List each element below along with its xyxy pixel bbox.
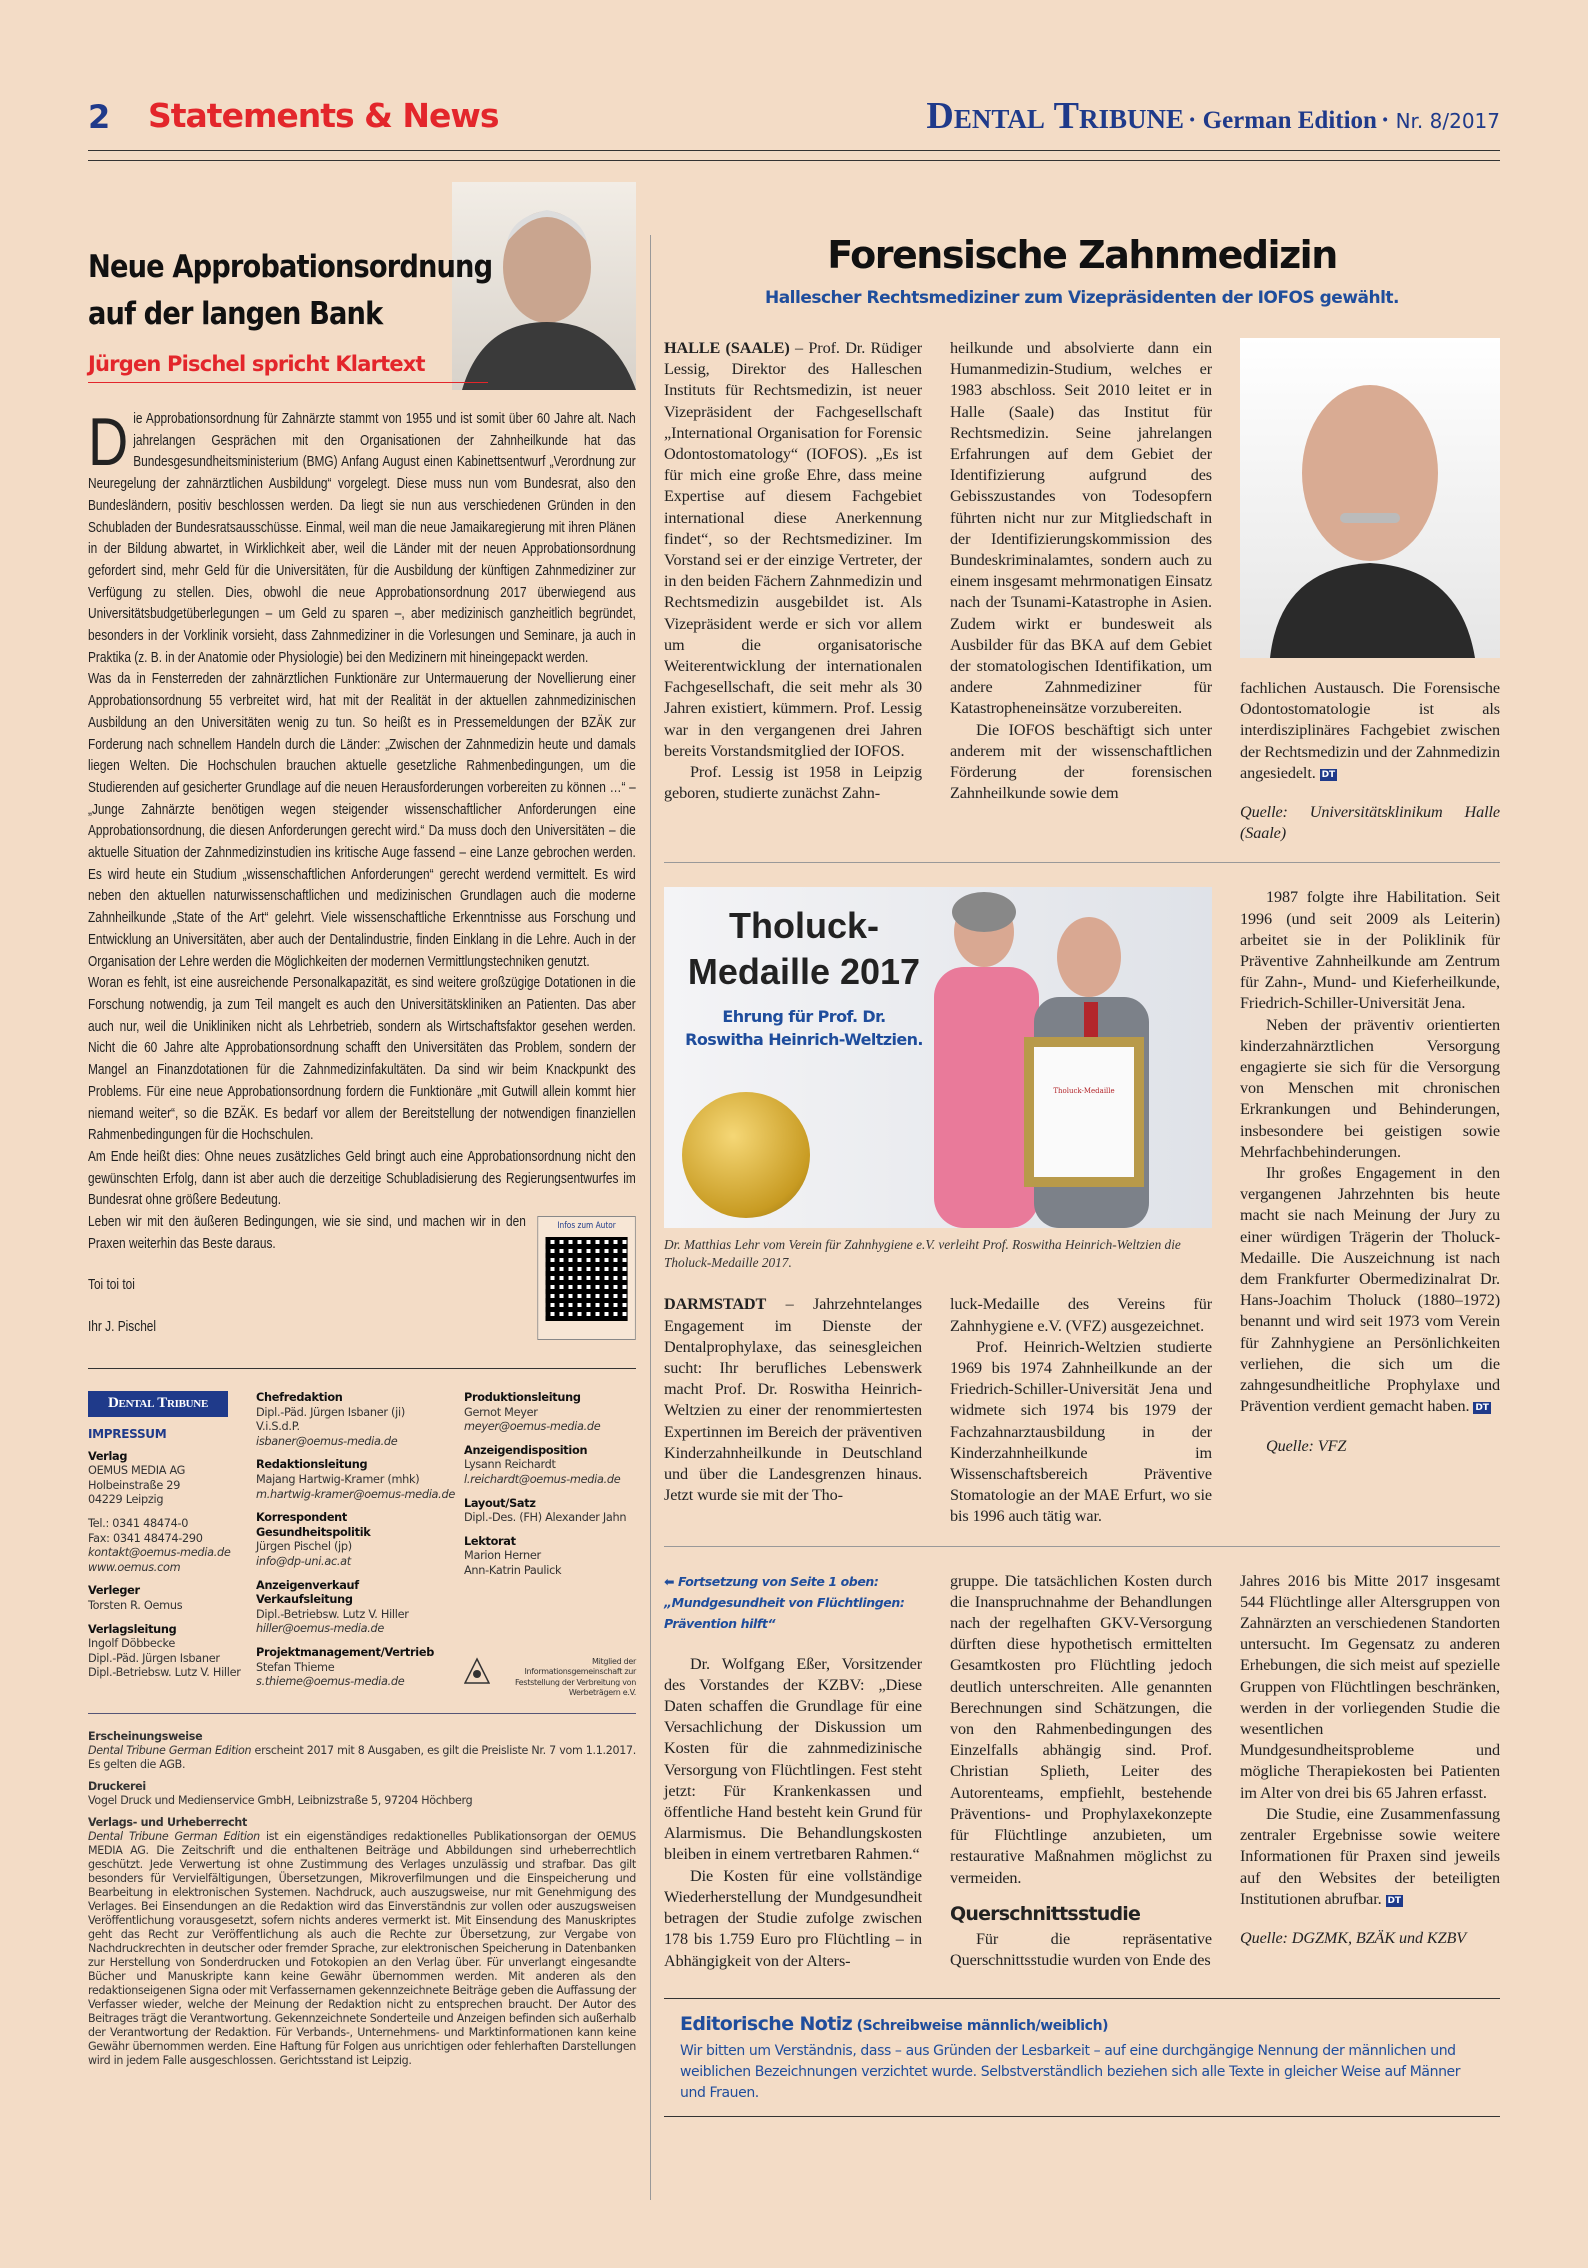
impressum xyxy=(88,1391,636,1699)
impressum-link[interactable]: s.thieme@oemus-media.de xyxy=(256,1675,405,1689)
paragraph: heilkunde und absolvierte dann ein Humanmedizin-Studium, welches er 1983 abschloss. Seit 2010 leitet er in Halle (Saale) das Institut für Rechtsmedizin. Seine jahrelangen Erfahrungen auf dem Gebiet der Identifizierung aufgrund des Gebisszustandes von Todesopfern führten nicht nur zur Mitgliedschaft in der Identifizierungskommission des Bundeskriminalamtes, sondern auch zu einem insgesamt mehrmonatigen Einsatz nach der Tsunami-Katastrophe in Asien. Zudem wirkt er bundesweit als Ausbilder für das BKA auf dem Gebiet der stomatologischen Identifikation, um andere Zahnmediziner für Katastropheneinsätze vorzubereiten. xyxy=(950,339,1212,718)
impressum-label: Korrespondent Gesundheitspolitik xyxy=(256,1511,371,1539)
continuation-article xyxy=(664,1571,1500,1972)
masthead: Dental Tribune · German Edition · Nr. 8/2017 xyxy=(926,95,1500,137)
text: Dental Tribune German Edition xyxy=(88,1743,252,1757)
arrow-left-icon: ⬅ xyxy=(664,1573,679,1589)
forensic-col1 xyxy=(664,338,922,844)
article-title xyxy=(88,244,493,338)
impressum-line: V.i.S.d.P. xyxy=(256,1420,300,1434)
paragraph: Ihr großes Engagement in den vergangenen Jahrzehnten bis heute macht sie nach Meinung der Jury zu einer würdigen Trägerin der Tholuck-Medaille. Die Auszeichnung ist nach dem Frankfurter Obermedizinalrat Dr. Hans-Joachim Tholuck (1880–1972) benannt und wird seit 1973 vom Verein für Zahnhygiene an Persönlichkeiten verliehen, die sich um die zahngesundheitliche Prophylaxe und Prävention verdient gemacht haben. xyxy=(1240,1164,1500,1416)
ivw-text: Mitglied der Informationsgemeinschaft zur Feststellung der Verbreitung von Werbeträgern e.V. xyxy=(514,1656,636,1698)
paragraph: fachlichen Austausch. Die Forensische Odontostomatologie ist als interdisziplinäres Fachgebiet zwischen der Rechtsmedizin und der Zahnmedizin angesiedelt. xyxy=(1240,679,1500,782)
label: Erscheinungsweise xyxy=(88,1729,203,1743)
title-line: Neue Approbationsordnung xyxy=(88,249,493,285)
paragraph: Die Studie, eine Zusammenfassung zentraler Ergebnisse sowie weitere Informationen für Praxen sind jeweils auf den Websites der beteiligten Institutionen abrufbar. xyxy=(1240,1804,1500,1908)
impressum-line: Stefan Thieme xyxy=(256,1660,335,1674)
column-divider xyxy=(650,235,651,2200)
divider xyxy=(664,1546,1500,1547)
paragraph: Prof. Lessig ist 1958 in Leipzig geboren, studierte zunächst Zahn- xyxy=(664,763,922,803)
forensic-subtitle: Hallescher Rechtsmediziner zum Vizepräsidenten der IOFOS gewählt. xyxy=(764,288,1400,308)
impressum-line: Majang Hartwig-Kramer (mhk) xyxy=(256,1472,420,1486)
header-rule-2 xyxy=(88,160,1500,161)
paragraph: ie Approbationsordnung für Zahnärzte stammt von 1955 und ist somit über 60 Jahre alt. Nach jahrelangen Gesprächen mit den Organisationen der Zahnheilkunde hat das Bundesgesundheitsministerium (BMG) Anfang August einen Kabinettsentwurf „Verordnung zur Neuregelung der zahnärztlichen Ausbildung“ vorgelegt. Diese muss nun vom Bundesrat, also den Bundesländern, positiv beschlossen werden. Da liegt sie nun aus verschiedenen Gründen in den Schubladen der Bundesratsausschüsse. Einmal, weil man die neue Jamaikaregierung mit ihren Plänen in der Bildung abwartet, in Wirklichkeit aber, weil die Länder mit der neuen Approbationsordnung gefordert sind, mehr Geld für die Universitäten, für die Ausbildung der künftigen Zahnmediziner zur Verfügung zu stellen. Dies, obwohl die neue Approbationsordnung 2017 überwiegend aus Universitätsbudgetüberlegungen – um Geld zu sparen –, aber medizinisch ganzheitlich begründet, besonders in der Vorklinik vorsieht, dass Zahnmediziner in die Vorlesungen und Seminare, ja auch in Praktika (z. B. in der Anatomie oder Physiologie) bei den Medizinern mit hineingepackt werden. xyxy=(88,411,636,666)
ivw-block xyxy=(464,1657,636,1699)
impressum-entry xyxy=(464,1444,636,1488)
impressum-label: Verleger xyxy=(88,1584,140,1598)
impressum-line: Tel.: 0341 48474-0 xyxy=(88,1516,189,1530)
impressum-entry xyxy=(256,1391,456,1449)
impressum-link[interactable]: hiller@oemus-media.de xyxy=(256,1622,385,1636)
impressum-link[interactable]: l.reichardt@oemus-media.de xyxy=(464,1472,621,1486)
image-title-block xyxy=(664,903,944,1051)
image-caption: Dr. Matthias Lehr vom Verein für Zahnhygiene e.V. verleiht Prof. Roswitha Heinrich-Weltzien die Tholuck-Medaille 2017. xyxy=(664,1237,1181,1271)
impressum-label: Redaktionsleitung xyxy=(256,1458,368,1472)
dateline: HALLE (SAALE) xyxy=(664,339,790,357)
text: Dental Tribune German Edition xyxy=(88,1829,260,1843)
paragraph: Prof. Heinrich-Weltzien studierte 1969 bis 1974 Zahnheilkunde an der Friedrich-Schiller-Universität Jena und widmete sich 1974 bis 1979 der Fachzahnarztausbildung in der Kinderzahnheilkunde im Wissenschaftsbereich Präventive Stomatologie an der MAE Erfurt, wo sie bis 1996 auch tätig war. xyxy=(950,1337,1212,1526)
impressum-line: Lysann Reichardt xyxy=(464,1458,556,1472)
impressum-label: Chefredaktion xyxy=(256,1391,343,1405)
image-subtitle-line: Ehrung für Prof. Dr. xyxy=(722,1007,886,1027)
impressum-line: Gernot Meyer xyxy=(464,1405,538,1419)
impressum-link[interactable]: meyer@oemus-media.de xyxy=(464,1420,601,1434)
editorial-text: Wir bitten um Verständnis, dass – aus Gründen der Lesbarkeit – auf eine durchgängige Nennung der männlichen und weiblichen Bezeichnungen verzichtet wurde. Selbstverständlich beziehen sich alle Texte in gleicher Weise auf Männer und Frauen. xyxy=(680,2042,1461,2101)
paragraph: Leben wir mit den äußeren Bedingungen, wie sie sind, und machen wir in den Praxen weiterhin das Beste daraus. xyxy=(88,1214,526,1252)
paragraph: – Jahrzehntelanges Engagement im Dienste der Dentalprophylaxe, das seinesgleichen sucht: Ihr berufliches Lebenswerk macht Prof. Dr. Roswitha Heinrich-Weltzien zu einer der renommiertesten Expertinnen im Bereich der präventiven Kinderzahnheilkunde in Deutschland und über die Landesgrenzen hinaus. Jetzt wurde sie mit der Tho- xyxy=(664,1295,922,1505)
author-info-box[interactable] xyxy=(537,1216,635,1340)
impressum-entry xyxy=(464,1497,636,1526)
impressum-line: Jürgen Pischel (jp) xyxy=(256,1540,352,1554)
header-rule xyxy=(88,150,1500,151)
impressum-entry xyxy=(256,1646,456,1690)
impressum-link[interactable]: www.oemus.com xyxy=(88,1560,181,1574)
impressum-label: Anzeigendisposition xyxy=(464,1443,588,1457)
paragraph: luck-Medaille des Vereins für Zahnhygiene e.V. (VFZ) ausgezeichnet. xyxy=(950,1295,1212,1335)
text: ist ein eigenständiges redaktionelles Publikationsorgan der OEMUS MEDIA AG. Die Zeitschrift und die enthaltenen Beiträge und Abbildungen sind urheberrechtlich geschützt. Jede Verwertung ist ohne Zustimmung des Verlages unzulässig und strafbar. Das gilt besonders für Vervielfältigungen, Übersetzungen, Mikroverfilmungen und die Einspeicherung und Bearbeitung in elektronischen Systemen. Nachdruck, auch auszugsweise, nur mit Genehmigung des Verlages. Bei Einsendungen an die Redaktion wird das Einverständnis zur vollen oder auszugsweisen Veröffentlichung vorausgesetzt, sofern nichts anderes vermerkt ist. Mit Einsendung des Manuskriptes geht das Recht zur Veröffentlichung als auch die Rechte zur Übersetzung, zur Vergabe von Nachdruckrechten in deutscher oder fremder Sprache, zur elektronischen Speicherung in Datenbanken zur Herstellung von Sonderdrucken und Fotokopien an den Verlag über. Für unverlangt eingesandte Bücher und Manuskripte kann keine Gewähr übernommen werden. Mit anderen als den redaktionseigenen Signa oder mit Verfassernamen gekennzeichnete Beiträge geben die Auffassung der Verfasser wieder, welche der Meinung der Redaktion nicht zu entsprechen braucht. Der Autor des Beitrages trägt die Verantwortung. Gekennzeichnete Sonderteile und Anzeigen befinden sich außerhalb der Verantwortung der Redaktion. Für Verbands-, Unternehmens- und Marktinformationen kann keine Gewähr übernommen werden. Eine Haftung für Folgen aus unrichtigen oder fehlerhaften Darstellungen wird in jedem Falle ausgeschlossen. Gerichtsstand ist Leipzig. xyxy=(88,1829,637,2067)
text: Vogel Druck und Medienservice GmbH, Leibnizstraße 5, 97204 Höchberg xyxy=(88,1793,473,1807)
right-column xyxy=(664,230,1500,2117)
forensic-col2 xyxy=(950,338,1212,844)
continuation-label: Fortsetzung von Seite 1 oben: xyxy=(678,1573,879,1589)
qr-label: Infos zum Autor xyxy=(557,1221,616,1232)
impressum-col3 xyxy=(464,1391,636,1699)
issue-number: Nr. 8/2017 xyxy=(1395,109,1500,133)
image-title-line: Tholuck- xyxy=(729,905,879,947)
impressum-label: Lektorat xyxy=(464,1534,516,1548)
source: Quelle: VFZ xyxy=(1266,1436,1347,1455)
ivw-icon xyxy=(464,1657,490,1685)
paragraph: Die Kosten für eine vollständige Wiederherstellung der Mundgesundheit betragen der Studie zufolge zwischen 178 bis 1.759 Euro pro Flüchtling – in Abhängigkeit von der Alters- xyxy=(664,1866,922,1970)
paragraph: Am Ende heißt dies: Ohne neues zusätzliches Geld bringt auch eine Approbationsordnung nicht den gewünschten Erfolg, dann ist aber auch die derzeitige Schubladisierung des Regierungsentwurfes im Bundesrat ohne größere Bedeutung. xyxy=(88,1148,636,1209)
impressum-line: Torsten R. Oemus xyxy=(88,1598,183,1612)
qr-code[interactable] xyxy=(546,1237,628,1321)
impressum-line: Ingolf Döbbecke xyxy=(88,1637,175,1651)
impressum-label: Projektmanagement/Vertrieb xyxy=(256,1645,435,1659)
impressum-line: Dipl.-Des. (FH) Alexander Jahn xyxy=(464,1511,627,1525)
forensic-col3 xyxy=(1240,678,1500,844)
impressum-line: Holbeinstraße 29 xyxy=(88,1478,181,1492)
dt-badge: DT xyxy=(1387,1895,1401,1906)
tholuck-col3 xyxy=(1240,887,1500,1456)
impressum-label: Produktionsleitung xyxy=(464,1391,581,1405)
subtitle-rule xyxy=(88,382,488,383)
paragraph: Was da in Fensterreden der zahnärztlichen Funktionäre zur Untermauerung der Novellierung einer Approbationsordnung 55 verbreitet wird, hat mit der Realität in der aktuellen zahnmedizinischen Ausbildung an den Universitäten wenig zu tun. So heißt es in Pressemeldungen der BZÄK zur Forderung nach schnellem Handeln durch die Länder: „Zwischen der Zahnmedizin heute und damals liegen Welten. Die Hochschulen brauchen aktuelle gesetzliche Rahmenbedingungen, um die Studierenden auf gesicherter Grundlage auf die neuen Herausforderungen vorbereiten zu können …“ – „Junge Zahnärzte benötigen wegen steigender wissenschaftlicher Anforderungen eine Approbationsordnung, die diesen Anforderungen gerecht wird.“ Da muss doch den Universitäten – die aktuelle Situation der Zahnmedizinstudien ins kritische Auge fassend – eine Lanze gebrochen werden. Es wird heute ein Studium „wissenschaftlichen Anforderungen“ gerecht werdend vermittelt. Es wird neben den aktuellen naturwissenschaftlichen und medizinischen Grundlagen auch die moderne Zahnheilkunde „State of the Art“ gelehrt. Viele wissenschaftliche Erkenntnisse aus Forschung und Entwicklung an Universitäten, aber auch der Dentalindustrie, finden Einklang in die Lehre. Auch in der Organisation der Lehre werden die Möglichkeiten der modernen Vermittlungstechniken genutzt. xyxy=(88,671,636,970)
label: Verlags- und Urheberrecht xyxy=(88,1815,247,1829)
impressum-line: Dipl.-Betriebsw. Lutz V. Hiller xyxy=(88,1666,241,1680)
impressum-entry xyxy=(88,1450,248,1508)
image-title-line: Medaille 2017 xyxy=(687,951,921,993)
article-body xyxy=(88,404,636,1344)
lessig-photo xyxy=(1240,338,1500,658)
label: Druckerei xyxy=(88,1779,146,1793)
continuation-col1 xyxy=(664,1654,922,1972)
impressum-entry xyxy=(256,1458,456,1502)
editorial-title: Editorische Notiz xyxy=(680,2012,853,2035)
divider xyxy=(88,1368,636,1369)
impressum-entry xyxy=(88,1517,248,1575)
impressum-link[interactable]: info@dp-uni.ac.at xyxy=(256,1554,351,1568)
medal-icon xyxy=(682,1092,810,1218)
continuation-col3 xyxy=(1240,1571,1500,1972)
paragraph: Woran es fehlt, ist eine ausreichende Personalkapazität, es sind weitere großzügige Dotationen in die Forschung notwendig, ja zum Teil mangelt es auch den Universitätskliniken an Patienten. Das aber auch nur, weil die Unikliniken nicht als Lehrbetrieb, sondern als Wirtschaftsfaktor gesehen werden. Nicht die 60 Jahre alte Approbationsordnung schafft den Universitäten das Problem, sondern der Mangel an Finanzdotationen für die Zahnmedizinfakultäten. Da sind wir beim Knackpunkt des Problems. Für eine neue Approbationsordnung fordern die Funktionäre „mit Gutwill allein kommt hier niemand weiter“, so die BZÄK. Es bedarf vor allem der Bereitstellung der notwendigen finanziellen Rahmenbedingungen für die Hochschulen. xyxy=(88,975,636,1144)
divider xyxy=(88,1713,636,1714)
section-title: Statements & News xyxy=(148,96,499,135)
paragraph: Für die repräsentative Querschnittsstudie wurden von Ende des xyxy=(950,1929,1212,1969)
continuation-col2 xyxy=(950,1571,1212,1972)
impressum-line: Ann-Katrin Paulick xyxy=(464,1563,562,1577)
forensic-article xyxy=(664,338,1500,844)
divider xyxy=(664,862,1500,863)
impressum-entry xyxy=(464,1535,636,1579)
subheading: Querschnittsstudie xyxy=(950,1902,1141,1925)
forensic-title: Forensische Zahnmedizin xyxy=(827,233,1337,277)
certificate-text: Tholuck-Medaille xyxy=(1053,1087,1115,1096)
paragraph: Dr. Wolfgang Eßer, Vorsitzender des Vorstandes der KZBV: „Diese Daten schaffen die Grundlage für eine Versachlichung der Diskussion um Kosten für die zahnmedizinische Versorgung von Flüchtlingen. Fest steht jetzt: Für Krankenkassen und öffentliche Hand besteht kein Grund für Alarmismus. Die Behandlungskosten bleiben in einem vertretbaren Rahmen.“ xyxy=(664,1654,922,1864)
tholuck-article xyxy=(664,887,1500,1527)
impressum-line: Dipl.-Päd. Jürgen Isbaner xyxy=(88,1651,220,1665)
dateline: DARMSTADT xyxy=(664,1295,767,1314)
impressum-line: OEMUS MEDIA AG xyxy=(88,1464,186,1478)
impressum-label: Verlag xyxy=(88,1449,128,1463)
editorial-subtitle: (Schreibweise männlich/weiblich) xyxy=(856,2017,1109,2034)
impressum-link[interactable]: isbaner@oemus-media.de xyxy=(256,1434,398,1448)
impressum-col2 xyxy=(256,1391,456,1699)
impressum-entry xyxy=(256,1511,456,1569)
dt-badge: DT xyxy=(1321,769,1336,780)
impressum-label: Layout/Satz xyxy=(464,1496,536,1510)
paragraph: 1987 folgte ihre Habilitation. Seit 1996 (und seit 2009 als Leiterin) arbeitet sie in der Poliklinik für Präventive Zahnheilkunde am Zentrum für Zahn-, Mund- und Kieferheilkunde, Friedrich-Schiller-Universität Jena. xyxy=(1240,888,1500,1013)
impressum-entry xyxy=(256,1579,456,1637)
impressum-logo: Dental Tribune xyxy=(88,1391,228,1417)
editorial-note xyxy=(664,1998,1500,2117)
impressum-entry xyxy=(88,1623,248,1681)
impressum-legal xyxy=(88,1730,636,2068)
image-subtitle-line: Roswitha Heinrich-Weltzien. xyxy=(685,1030,923,1050)
masthead-logo: Dental Tribune xyxy=(926,95,1185,137)
signoff: Toi toi toi xyxy=(88,1277,135,1294)
page-number: 2 xyxy=(88,98,111,136)
left-column xyxy=(88,244,636,2068)
paragraph: Neben der präventiv orientierten kinderzahnärztlichen Versorgung engagierte sie sich für die Versorgung von Menschen mit chronischen Erkrankungen und Behinderungen, insbesondere bei geistigen sowie Mehrfachbehinderungen. xyxy=(1240,1015,1500,1161)
continuation-col1-wrap xyxy=(664,1571,922,1972)
title-line: auf der langen Bank xyxy=(88,296,383,332)
impressum-line: Dipl.-Betriebsw. Lutz V. Hiller xyxy=(256,1607,409,1621)
drop-cap: D xyxy=(88,404,129,480)
paragraph: – Prof. Dr. Rüdiger Lessig, Direktor des Halleschen Instituts für Rechtsmedizin, ist neuer Vizepräsident der Fachgesellschaft „International Organisation for Forensic Odontostomatology“ (IOFOS). „Es ist für mich eine große Ehre, dass meine Expertise auf diesem Fachgebiet international diese Anerkennung findet“, so der Rechtsmediziner. Im Vorstand sei er der einzige Vertreter, der in den beiden Fächern Zahnmedizin und Rechtsmedizin ausgebildet ist. Als Vizepräsident werde er sich vor allem um die organisatorische Weiterentwicklung der internationalen Fachgesellschaft, die seit mehr als 30 Jahren existiert, kümmern. Prof. Lessig war in den vergangenen drei Jahren bereits Vorstandsmitglied der IOFOS. xyxy=(664,339,922,760)
impressum-entry xyxy=(464,1391,636,1435)
signature: Ihr J. Pischel xyxy=(88,1319,157,1336)
article-subtitle: Jürgen Pischel spricht Klartext xyxy=(88,352,425,376)
impressum-line: Dipl.-Päd. Jürgen Isbaner (ji) xyxy=(256,1405,405,1419)
impressum-line: 04229 Leipzig xyxy=(88,1493,164,1507)
paragraph: Die IOFOS beschäftigt sich unter anderem mit der wissenschaftlichen Förderung der forensischen Zahnheilkunde sowie dem xyxy=(950,720,1212,803)
tholuck-col2 xyxy=(950,1294,1212,1527)
paragraph: Jahres 2016 bis Mitte 2017 insgesamt 544 Flüchtlinge aller Altersgruppen von Zahnärzten an verschiedenen Standorten untersucht. Im Gegensatz zu anderen Erhebungen, die sich meist auf spezielle Gruppen von Flüchtlingen beschränken, werden in der vorliegenden Studie die wesentlichen Mundgesundheitsprobleme und mögliche Therapiekosten bei Patienten im Alter von drei bis 65 Jahren erfasst. xyxy=(1240,1571,1500,1802)
continuation-title: „Mundgesundheit von Flüchtlingen: Prävention hilft“ xyxy=(664,1594,905,1631)
paragraph: gruppe. Die tatsächlichen Kosten durch die Inanspruchnahme der Behandlungen nach der regelhaften GKV-Versorgung dürften diese hypothetisch ermittelten Gesamtkosten pro Flüchtling jedoch deutlich unterschreiten. Alle genannten Berechnungen sind Schätzungen, die von den Rahmenbedingungen des Einzelfalls abhängig sind. Prof. Christian Splieth, Leiter des Autorenteams, empfiehlt, bestehende Präventions- und Prophylaxekonzepte für Flüchtlinge anzubieten, um restaurative Maßnahmen möglichst zu vermeiden. xyxy=(950,1571,1212,1887)
impressum-label: Verlagsleitung xyxy=(88,1622,177,1636)
forensic-col3-wrap xyxy=(1240,338,1500,844)
impressum-line: Fax: 0341 48474-290 xyxy=(88,1531,203,1545)
text: erscheint 2017 mit 8 Ausgaben, es gilt die Preisliste Nr. 7 vom 1.1.2017. Es gelten die AGB. xyxy=(88,1743,636,1771)
source: Quelle: Universitätsklinikum Halle (Saale) xyxy=(1240,803,1500,843)
impressum-col1 xyxy=(88,1391,248,1699)
tholuck-image xyxy=(664,887,1212,1228)
tholuck-col1 xyxy=(664,1294,922,1506)
impressum-entry xyxy=(88,1584,248,1613)
impressum-line: Marion Herner xyxy=(464,1549,541,1563)
impressum-link[interactable]: m.hartwig-kramer@oemus-media.de xyxy=(256,1487,455,1501)
impressum-link[interactable]: kontakt@oemus-media.de xyxy=(88,1546,231,1560)
edition: German Edition xyxy=(1202,107,1377,134)
dt-badge: DT xyxy=(1475,1403,1489,1414)
impressum-label: Anzeigenverkauf Verkaufsleitung xyxy=(256,1578,359,1607)
source: Quelle: DGZMK, BZÄK und KZBV xyxy=(1240,1928,1467,1947)
continuation-header[interactable] xyxy=(664,1571,922,1634)
impressum-heading: IMPRESSUM xyxy=(88,1427,167,1442)
